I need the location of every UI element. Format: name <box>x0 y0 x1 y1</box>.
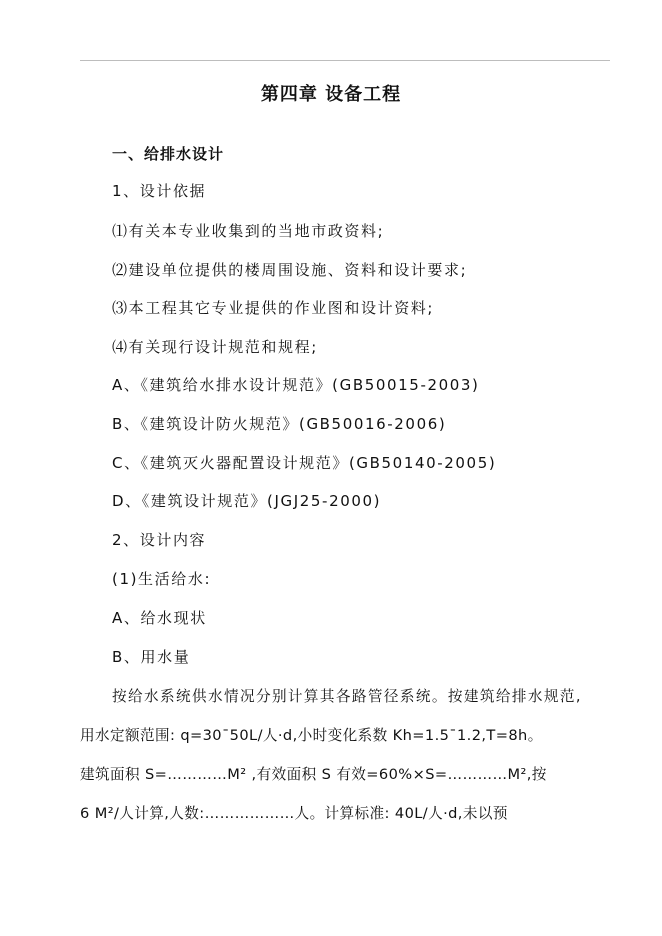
basis-item: ⑵建设单位提供的楼周围设施、资料和设计要求; <box>112 261 468 279</box>
paragraph-line: 用水定额范围: q=30¯50L/人·d,小时变化系数 Kh=1.5¯1.2,T=8h。 <box>80 727 543 744</box>
code-item: C、《建筑灭火器配置设计规范》(GB50140-2005) <box>112 454 497 472</box>
design-content-heading: 2、设计内容 <box>112 531 207 549</box>
current-status-heading: A、给水现状 <box>112 609 207 627</box>
basis-item: ⑶本工程其它专业提供的作业图和设计资料; <box>112 299 435 317</box>
code-item: D、《建筑设计规范》(JGJ25-2000) <box>112 492 382 510</box>
section-heading: 一、给排水设计 <box>112 145 225 163</box>
chapter-title: 第四章 设备工程 <box>260 84 402 105</box>
water-supply-heading: (1)生活给水: <box>112 570 212 588</box>
design-basis-heading: 1、设计依据 <box>112 182 207 200</box>
basis-item: ⑷有关现行设计规范和规程; <box>112 338 318 356</box>
basis-item: ⑴有关本专业收集到的当地市政资料; <box>112 222 385 240</box>
header-rule <box>80 60 610 61</box>
code-item: A、《建筑给水排水设计规范》(GB50015-2003) <box>112 376 480 394</box>
paragraph-line: 按给水系统供水情况分别计算其各路管径系统。按建筑给排水规范, <box>112 688 582 705</box>
paragraph-line: 6 M²/人计算,人数:………………人。计算标准: 40L/人·d,未以预 <box>80 805 508 822</box>
code-item: B、《建筑设计防火规范》(GB50016-2006) <box>112 415 447 433</box>
paragraph-line: 建筑面积 S=…………M² ,有效面积 S 有效=60%×S=…………M²,按 <box>80 766 547 783</box>
water-usage-heading: B、用水量 <box>112 648 191 666</box>
